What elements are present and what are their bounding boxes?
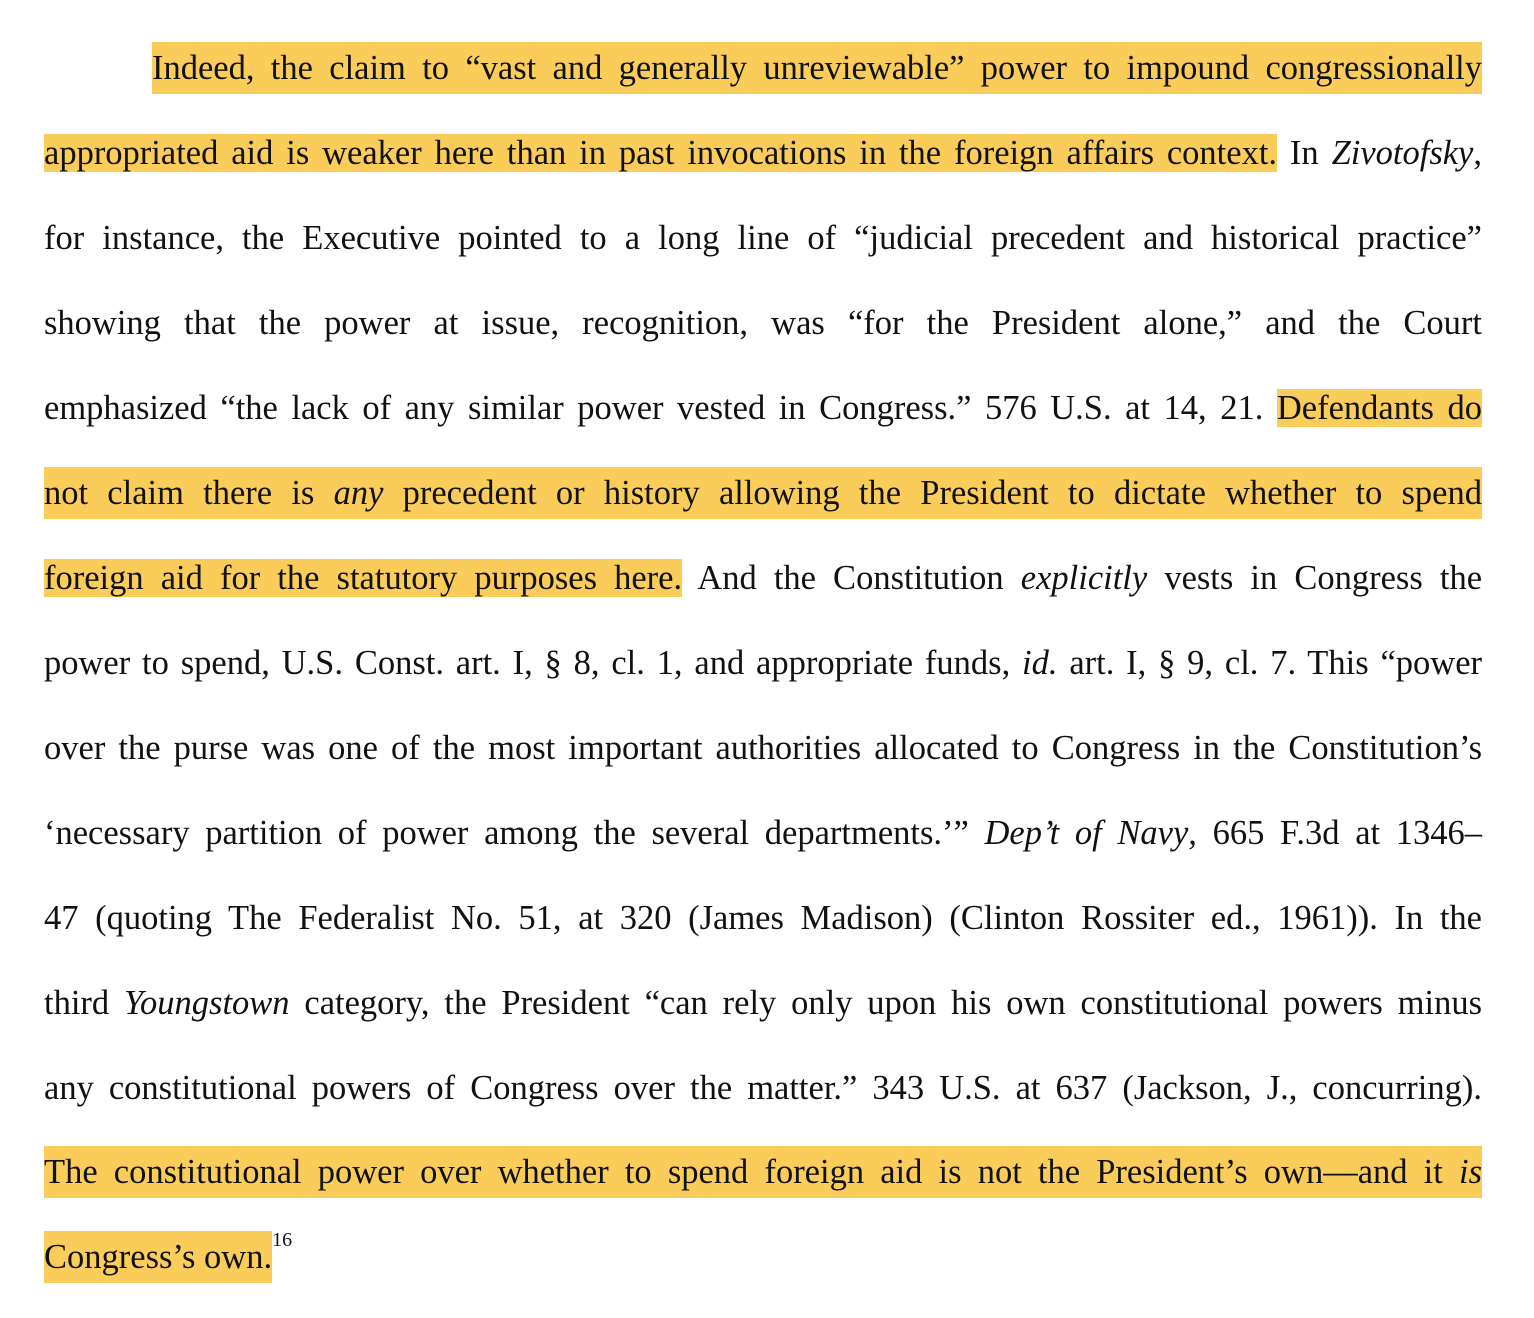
text-run: power to spend, U.S. Const. art. I, § 8, cl. 1, and appropriate funds, bbox=[44, 644, 1023, 682]
text-line-12 bbox=[44, 977, 1482, 1029]
text-line-2 bbox=[44, 127, 1482, 179]
text-run: In bbox=[1277, 134, 1332, 172]
highlighted-text: Congress’s own. bbox=[44, 1231, 272, 1283]
text-line-15 bbox=[44, 1231, 1482, 1283]
highlighted-text: not claim there is bbox=[44, 474, 334, 512]
citation-id: id. bbox=[1022, 644, 1058, 682]
text-line-4: showing that the power at issue, recognition, was “for the President alone,” and the Court bbox=[44, 304, 1482, 342]
case-name-zivotofsky: Zivotofsky bbox=[1331, 134, 1474, 172]
emphasis-explicitly: explicitly bbox=[1020, 559, 1148, 597]
text-line-3: for instance, the Executive pointed to a long line of “judicial precedent and historical practice” bbox=[44, 219, 1482, 257]
emphasis-any: any bbox=[333, 474, 384, 512]
text-run: , bbox=[1473, 134, 1482, 172]
highlighted-text: appropriated aid is weaker here than in past invocations in the foreign affairs context. bbox=[44, 134, 1278, 172]
footnote-reference[interactable]: 16 bbox=[272, 1229, 293, 1251]
highlighted-text: Defendants do bbox=[1276, 389, 1482, 427]
text-line-7 bbox=[44, 552, 1482, 604]
text-run: third bbox=[44, 984, 125, 1022]
text-run: And the Constitution bbox=[682, 559, 1021, 597]
text-run: , 665 F.3d at 1346– bbox=[1188, 814, 1483, 852]
text-run: vests in Congress the bbox=[1147, 559, 1483, 597]
text-run: category, the President “can rely only upon his own constitutional powers minus bbox=[289, 984, 1482, 1022]
highlighted-text: The constitutional power over whether to spend foreign aid is not the President’s own—and it bbox=[44, 1153, 1459, 1191]
text-line-6 bbox=[44, 467, 1482, 519]
highlighted-text: foreign aid for the statutory purposes here. bbox=[44, 559, 683, 597]
case-name-youngstown: Youngstown bbox=[124, 984, 290, 1022]
text-run: ‘necessary partition of power among the several departments.’” bbox=[44, 814, 985, 852]
text-line-8 bbox=[44, 637, 1482, 689]
text-line-14 bbox=[44, 1146, 1482, 1198]
text-line-10 bbox=[44, 807, 1482, 859]
text-run: emphasized “the lack of any similar power vested in Congress.” 576 U.S. at 14, 21. bbox=[44, 389, 1277, 427]
text-line-1 bbox=[152, 42, 1482, 94]
case-name-dept-of-navy: Dep’t of Navy bbox=[984, 814, 1189, 852]
text-run: art. I, § 9, cl. 7. This “power bbox=[1057, 644, 1482, 682]
text-line-13: any constitutional powers of Congress over the matter.” 343 U.S. at 637 (Jackson, J., concurring). bbox=[44, 1069, 1482, 1107]
emphasis-is: is bbox=[1458, 1153, 1482, 1191]
text-line-9: over the purse was one of the most important authorities allocated to Congress in the Constitution’s bbox=[44, 729, 1482, 767]
text-line-11: 47 (quoting The Federalist No. 51, at 320 (James Madison) (Clinton Rossiter ed., 1961)). In the bbox=[44, 899, 1482, 937]
highlighted-text: precedent or history allowing the President to dictate whether to spend bbox=[383, 474, 1482, 512]
highlighted-text: Indeed, the claim to “vast and generally unreviewable” power to impound congressionally bbox=[152, 42, 1482, 94]
text-line-5 bbox=[44, 382, 1482, 434]
